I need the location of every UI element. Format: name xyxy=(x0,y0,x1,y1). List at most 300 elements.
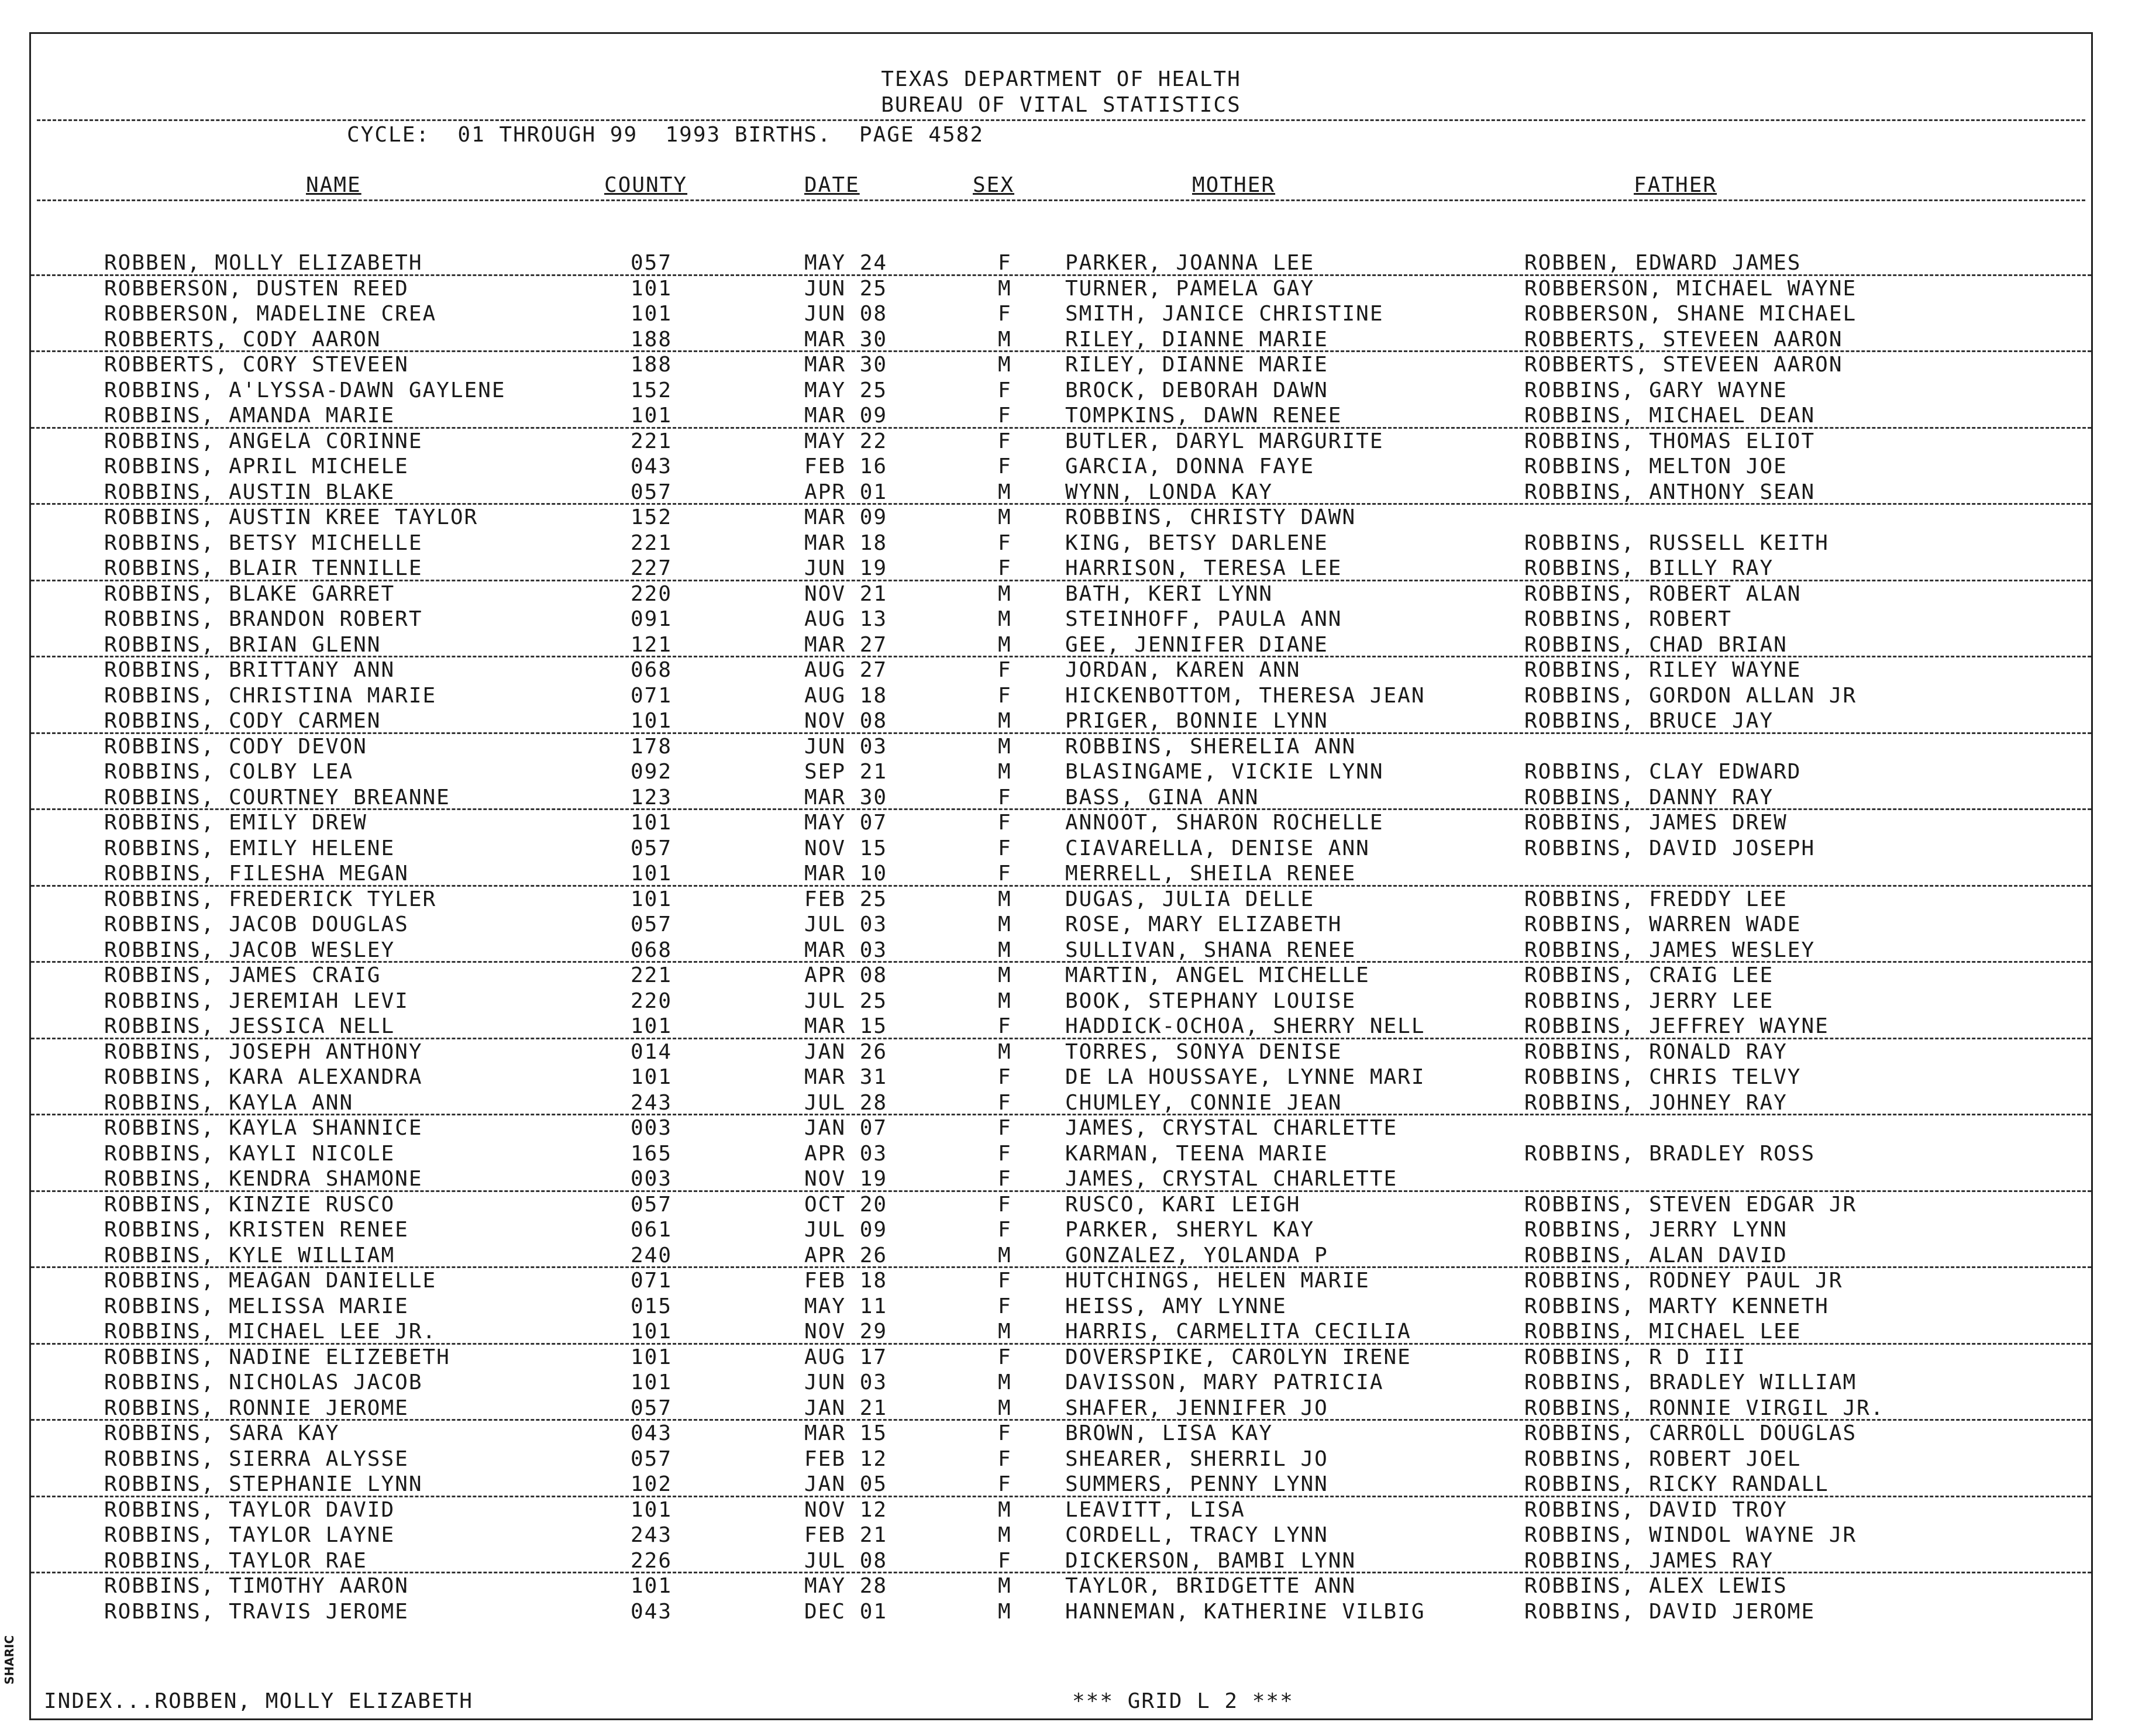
cell-sex: M xyxy=(998,912,1012,936)
births-table xyxy=(31,250,2091,1624)
cell-sex: F xyxy=(998,683,1012,708)
cell-sex: F xyxy=(998,404,1012,428)
cell-name: ROBBINS, STEPHANIE LYNN xyxy=(104,1472,423,1496)
table-row xyxy=(31,988,2091,1014)
cell-name: ROBBINS, KAYLI NICOLE xyxy=(104,1141,395,1166)
cell-name: ROBBINS, AUSTIN KREE TAYLOR xyxy=(104,505,478,529)
cell-county: 068 xyxy=(631,658,673,682)
cell-father: ROBBINS, RICKY RANDALL xyxy=(1524,1472,1829,1496)
bureau-subtitle: BUREAU OF VITAL STATISTICS xyxy=(881,93,1241,117)
cell-mother: DAVISSON, MARY PATRICIA xyxy=(1065,1370,1384,1394)
column-header-name: NAME xyxy=(306,173,361,197)
cell-county: 057 xyxy=(631,1396,673,1420)
cell-father: ROBBINS, CHAD BRIAN xyxy=(1524,632,1788,657)
cell-sex: M xyxy=(998,353,1012,377)
table-row xyxy=(31,352,2091,378)
cell-county: 102 xyxy=(631,1472,673,1496)
cell-county: 043 xyxy=(631,454,673,478)
cell-date: AUG 13 xyxy=(804,607,888,631)
cell-mother: JORDAN, KAREN ANN xyxy=(1065,658,1301,682)
table-row xyxy=(31,938,2091,963)
cell-name: ROBBINS, JESSICA NELL xyxy=(104,1014,395,1038)
cell-mother: ROBBINS, SHERELIA ANN xyxy=(1065,734,1356,759)
table-row xyxy=(31,556,2091,581)
cell-name: ROBBINS, TAYLOR DAVID xyxy=(104,1497,395,1522)
cell-mother: HUTCHINGS, HELEN MARIE xyxy=(1065,1269,1370,1293)
cell-father: ROBBINS, BRUCE JAY xyxy=(1524,709,1774,733)
cell-date: MAR 10 xyxy=(804,862,888,886)
cell-sex: M xyxy=(998,1523,1012,1547)
cell-county: 057 xyxy=(631,1446,673,1471)
cell-date: NOV 19 xyxy=(804,1167,888,1191)
cell-date: AUG 18 xyxy=(804,683,888,708)
cell-mother: ROBBINS, CHRISTY DAWN xyxy=(1065,505,1356,529)
cell-date: JUL 28 xyxy=(804,1090,888,1115)
table-row xyxy=(31,607,2091,632)
cell-date: FEB 18 xyxy=(804,1269,888,1293)
cell-date: FEB 12 xyxy=(804,1446,888,1471)
cell-sex: M xyxy=(998,1243,1012,1267)
cell-date: DEC 01 xyxy=(804,1599,888,1624)
table-row xyxy=(31,887,2091,912)
cell-mother: PARKER, JOANNA LEE xyxy=(1065,251,1315,275)
table-row xyxy=(31,1294,2091,1320)
cell-date: MAR 18 xyxy=(804,531,888,555)
cell-sex: F xyxy=(998,1014,1012,1038)
cell-date: APR 01 xyxy=(804,480,888,504)
cell-county: 057 xyxy=(631,836,673,860)
cell-sex: F xyxy=(998,1218,1012,1242)
cell-mother: CHUMLEY, CONNIE JEAN xyxy=(1065,1090,1342,1115)
cell-father: ROBBINS, DANNY RAY xyxy=(1524,785,1774,810)
cell-mother: ROSE, MARY ELIZABETH xyxy=(1065,912,1342,936)
cell-sex: F xyxy=(998,251,1012,275)
cell-father: ROBBINS, DAVID JEROME xyxy=(1524,1599,1816,1624)
table-row xyxy=(31,1268,2091,1294)
table-row xyxy=(31,1319,2091,1345)
cell-name: ROBBINS, BETSY MICHELLE xyxy=(104,531,423,555)
table-row xyxy=(31,403,2091,429)
cell-county: 101 xyxy=(631,1370,673,1394)
cell-county: 101 xyxy=(631,862,673,886)
cell-name: ROBBINS, CODY DEVON xyxy=(104,734,367,759)
table-row xyxy=(31,1065,2091,1090)
cell-county: 068 xyxy=(631,938,673,962)
cell-date: NOV 15 xyxy=(804,836,888,860)
column-header-divider xyxy=(37,199,2085,201)
cell-name: ROBBINS, JEREMIAH LEVI xyxy=(104,988,409,1013)
cell-father: ROBBINS, JEFFREY WAYNE xyxy=(1524,1014,1829,1038)
cell-county: 101 xyxy=(631,1574,673,1598)
cell-name: ROBBINS, APRIL MICHELE xyxy=(104,454,409,478)
cell-name: ROBBINS, AUSTIN BLAKE xyxy=(104,480,395,504)
cell-name: ROBBINS, JACOB DOUGLAS xyxy=(104,912,409,936)
cell-sex: F xyxy=(998,531,1012,555)
cell-mother: TORRES, SONYA DENISE xyxy=(1065,1039,1342,1064)
cell-date: MAR 03 xyxy=(804,938,888,962)
column-header-sex: SEX xyxy=(973,173,1015,197)
cell-name: ROBBINS, BRITTANY ANN xyxy=(104,658,395,682)
cell-sex: F xyxy=(998,302,1012,326)
cell-sex: F xyxy=(998,556,1012,580)
cell-county: 243 xyxy=(631,1090,673,1115)
cell-sex: F xyxy=(998,1269,1012,1293)
cell-name: ROBBINS, MEAGAN DANIELLE xyxy=(104,1269,437,1293)
table-row xyxy=(31,581,2091,607)
cell-mother: DOVERSPIKE, CAROLYN IRENE xyxy=(1065,1345,1411,1369)
table-row xyxy=(31,1090,2091,1116)
cell-county: 152 xyxy=(631,505,673,529)
cell-mother: BROWN, LISA KAY xyxy=(1065,1421,1273,1445)
cell-sex: M xyxy=(998,607,1012,631)
cell-sex: F xyxy=(998,1294,1012,1318)
cell-father: ROBBINS, ROBERT xyxy=(1524,607,1733,631)
cell-name: ROBBINS, MELISSA MARIE xyxy=(104,1294,409,1318)
cell-date: JUL 09 xyxy=(804,1218,888,1242)
cell-mother: JAMES, CRYSTAL CHARLETTE xyxy=(1065,1116,1398,1140)
table-row xyxy=(31,429,2091,454)
cell-father: ROBBINS, RILEY WAYNE xyxy=(1524,658,1802,682)
cell-date: MAY 25 xyxy=(804,378,888,402)
column-header-date: DATE xyxy=(804,173,860,197)
cell-sex: F xyxy=(998,1421,1012,1445)
table-row xyxy=(31,480,2091,505)
cell-father: ROBBINS, BILLY RAY xyxy=(1524,556,1774,580)
document-page xyxy=(29,32,2093,1720)
cell-date: MAR 27 xyxy=(804,632,888,657)
cell-mother: CIAVARELLA, DENISE ANN xyxy=(1065,836,1370,860)
cell-father: ROBBINS, ROBERT JOEL xyxy=(1524,1446,1802,1471)
side-mark: SHARIC xyxy=(2,1635,16,1685)
cell-county: 101 xyxy=(631,276,673,301)
cell-sex: F xyxy=(998,1446,1012,1471)
cell-county: 101 xyxy=(631,1497,673,1522)
cell-name: ROBBINS, CHRISTINA MARIE xyxy=(104,683,437,708)
cell-county: 057 xyxy=(631,480,673,504)
cell-mother: HEISS, AMY LYNNE xyxy=(1065,1294,1287,1318)
cell-sex: M xyxy=(998,988,1012,1013)
cell-county: 227 xyxy=(631,556,673,580)
cell-sex: F xyxy=(998,1192,1012,1217)
cell-name: ROBBINS, NICHOLAS JACOB xyxy=(104,1370,423,1394)
cell-county: 101 xyxy=(631,811,673,835)
cell-date: AUG 27 xyxy=(804,658,888,682)
cell-mother: GEE, JENNIFER DIANE xyxy=(1065,632,1328,657)
index-footer: INDEX...ROBBEN, MOLLY ELIZABETH xyxy=(44,1689,473,1713)
table-row xyxy=(31,505,2091,531)
table-row xyxy=(31,1115,2091,1141)
cell-name: ROBBINS, KINZIE RUSCO xyxy=(104,1192,395,1217)
cell-name: ROBBERSON, DUSTEN REED xyxy=(104,276,409,301)
cell-father: ROBBINS, JAMES RAY xyxy=(1524,1548,1774,1573)
cell-date: FEB 21 xyxy=(804,1523,888,1547)
cell-county: 121 xyxy=(631,632,673,657)
cell-county: 071 xyxy=(631,683,673,708)
table-row xyxy=(31,810,2091,836)
table-row xyxy=(31,785,2091,811)
cell-sex: M xyxy=(998,505,1012,529)
cell-county: 220 xyxy=(631,988,673,1013)
cell-mother: JAMES, CRYSTAL CHARLETTE xyxy=(1065,1167,1398,1191)
cell-mother: DE LA HOUSSAYE, LYNNE MARI xyxy=(1065,1065,1425,1089)
cell-name: ROBBINS, SARA KAY xyxy=(104,1421,340,1445)
cell-county: 178 xyxy=(631,734,673,759)
cell-county: 071 xyxy=(631,1269,673,1293)
table-row xyxy=(31,1472,2091,1497)
cell-sex: F xyxy=(998,1345,1012,1369)
table-row xyxy=(31,1523,2091,1548)
table-row xyxy=(31,657,2091,683)
cell-mother: SHAFER, JENNIFER JO xyxy=(1065,1396,1328,1420)
cell-mother: PARKER, SHERYL KAY xyxy=(1065,1218,1315,1242)
cell-name: ROBBERTS, CODY AARON xyxy=(104,327,381,352)
cell-sex: F xyxy=(998,1548,1012,1573)
grid-footer: *** GRID L 2 *** xyxy=(1072,1689,1294,1713)
cell-county: 003 xyxy=(631,1167,673,1191)
table-row xyxy=(31,1396,2091,1421)
cell-mother: HARRIS, CARMELITA CECILIA xyxy=(1065,1320,1411,1344)
cell-mother: SULLIVAN, SHANA RENEE xyxy=(1065,938,1356,962)
cell-father: ROBBINS, MICHAEL DEAN xyxy=(1524,404,1816,428)
cell-date: MAR 30 xyxy=(804,785,888,810)
cell-sex: M xyxy=(998,276,1012,301)
cell-sex: M xyxy=(998,1497,1012,1522)
cell-date: MAY 28 xyxy=(804,1574,888,1598)
department-title: TEXAS DEPARTMENT OF HEALTH xyxy=(881,67,1241,91)
cell-name: ROBBINS, KAYLA ANN xyxy=(104,1090,354,1115)
cell-sex: M xyxy=(998,1396,1012,1420)
cell-name: ROBBINS, COURTNEY BREANNE xyxy=(104,785,450,810)
cell-sex: F xyxy=(998,1090,1012,1115)
cell-county: 101 xyxy=(631,1320,673,1344)
table-row xyxy=(31,1370,2091,1396)
table-row xyxy=(31,1166,2091,1192)
cell-mother: PRIGER, BONNIE LYNN xyxy=(1065,709,1328,733)
cell-father: ROBBINS, FREDDY LEE xyxy=(1524,887,1788,911)
cell-date: APR 26 xyxy=(804,1243,888,1267)
cell-county: 101 xyxy=(631,302,673,326)
cell-mother: MERRELL, SHEILA RENEE xyxy=(1065,862,1356,886)
cell-father: ROBBINS, RODNEY PAUL JR xyxy=(1524,1269,1843,1293)
cell-sex: F xyxy=(998,378,1012,402)
cell-father: ROBBINS, STEVEN EDGAR JR xyxy=(1524,1192,1857,1217)
cell-sex: F xyxy=(998,1141,1012,1166)
cell-name: ROBBINS, FILESHA MEGAN xyxy=(104,862,409,886)
cell-mother: RILEY, DIANNE MARIE xyxy=(1065,353,1328,377)
cell-date: MAY 07 xyxy=(804,811,888,835)
column-header-mother: MOTHER xyxy=(1192,173,1276,197)
table-row xyxy=(31,1548,2091,1574)
header-divider xyxy=(37,119,2085,121)
cell-sex: M xyxy=(998,963,1012,987)
cell-mother: BUTLER, DARYL MARGURITE xyxy=(1065,429,1384,453)
cell-county: 221 xyxy=(631,429,673,453)
cell-mother: SHEARER, SHERRIL JO xyxy=(1065,1446,1328,1471)
cell-mother: DUGAS, JULIA DELLE xyxy=(1065,887,1315,911)
table-row xyxy=(31,301,2091,327)
cell-mother: GONZALEZ, YOLANDA P xyxy=(1065,1243,1328,1267)
cell-father: ROBBINS, MELTON JOE xyxy=(1524,454,1788,478)
table-row xyxy=(31,1599,2091,1625)
cell-name: ROBBINS, KYLE WILLIAM xyxy=(104,1243,395,1267)
cell-father: ROBBINS, JERRY LEE xyxy=(1524,988,1774,1013)
cell-name: ROBBINS, BLAIR TENNILLE xyxy=(104,556,423,580)
cell-father: ROBBINS, GARY WAYNE xyxy=(1524,378,1788,402)
cell-date: JUN 03 xyxy=(804,734,888,759)
table-row xyxy=(31,683,2091,709)
cell-name: ROBBEN, MOLLY ELIZABETH xyxy=(104,251,423,275)
cell-father: ROBBINS, THOMAS ELIOT xyxy=(1524,429,1816,453)
cell-name: ROBBINS, MICHAEL LEE JR. xyxy=(104,1320,437,1344)
cell-name: ROBBERSON, MADELINE CREA xyxy=(104,302,437,326)
cell-father: ROBBINS, WARREN WADE xyxy=(1524,912,1802,936)
cell-name: ROBBERTS, CORY STEVEEN xyxy=(104,353,409,377)
cell-county: 043 xyxy=(631,1599,673,1624)
cell-date: NOV 21 xyxy=(804,581,888,606)
cell-county: 220 xyxy=(631,581,673,606)
cell-mother: BLASINGAME, VICKIE LYNN xyxy=(1065,760,1384,784)
cell-county: 057 xyxy=(631,251,673,275)
cell-father: ROBBINS, CHRIS TELVY xyxy=(1524,1065,1802,1089)
cell-name: ROBBINS, NADINE ELIZEBETH xyxy=(104,1345,450,1369)
column-header-father: FATHER xyxy=(1634,173,1717,197)
cell-date: MAR 15 xyxy=(804,1421,888,1445)
cell-sex: F xyxy=(998,811,1012,835)
cell-county: 057 xyxy=(631,1192,673,1217)
cell-sex: M xyxy=(998,938,1012,962)
cell-sex: M xyxy=(998,1370,1012,1394)
cell-county: 101 xyxy=(631,709,673,733)
cell-county: 226 xyxy=(631,1548,673,1573)
table-row xyxy=(31,734,2091,760)
cell-father: ROBBINS, JOHNEY RAY xyxy=(1524,1090,1788,1115)
cell-date: NOV 12 xyxy=(804,1497,888,1522)
cell-father: ROBBINS, JAMES WESLEY xyxy=(1524,938,1816,962)
cell-mother: CORDELL, TRACY LYNN xyxy=(1065,1523,1328,1547)
cell-name: ROBBINS, CODY CARMEN xyxy=(104,709,381,733)
table-row xyxy=(31,1039,2091,1065)
cell-county: 243 xyxy=(631,1523,673,1547)
cell-date: MAR 09 xyxy=(804,505,888,529)
cell-sex: M xyxy=(998,1039,1012,1064)
cell-sex: M xyxy=(998,734,1012,759)
cell-sex: M xyxy=(998,1320,1012,1344)
cell-name: ROBBINS, TAYLOR RAE xyxy=(104,1548,367,1573)
table-row xyxy=(31,1014,2091,1039)
table-row xyxy=(31,327,2091,353)
cell-county: 123 xyxy=(631,785,673,810)
cell-date: JUN 08 xyxy=(804,302,888,326)
cell-sex: F xyxy=(998,429,1012,453)
cell-name: ROBBINS, ANGELA CORINNE xyxy=(104,429,423,453)
cell-county: 043 xyxy=(631,1421,673,1445)
cell-date: JUL 08 xyxy=(804,1548,888,1573)
cell-mother: RUSCO, KARI LEIGH xyxy=(1065,1192,1301,1217)
cell-father: ROBBINS, JAMES DREW xyxy=(1524,811,1788,835)
column-header-county: COUNTY xyxy=(604,173,688,197)
table-row xyxy=(31,1192,2091,1218)
cell-date: SEP 21 xyxy=(804,760,888,784)
cell-county: 221 xyxy=(631,531,673,555)
cell-name: ROBBINS, EMILY DREW xyxy=(104,811,367,835)
cell-mother: BATH, KERI LYNN xyxy=(1065,581,1273,606)
cell-sex: F xyxy=(998,862,1012,886)
cell-mother: STEINHOFF, PAULA ANN xyxy=(1065,607,1342,631)
cell-county: 015 xyxy=(631,1294,673,1318)
cell-date: MAY 24 xyxy=(804,251,888,275)
cell-mother: MARTIN, ANGEL MICHELLE xyxy=(1065,963,1370,987)
cell-county: 221 xyxy=(631,963,673,987)
cycle-line: CYCLE: 01 THROUGH 99 1993 BIRTHS. PAGE 4582 xyxy=(347,123,984,147)
cell-sex: M xyxy=(998,1599,1012,1624)
cell-mother: RILEY, DIANNE MARIE xyxy=(1065,327,1328,352)
cell-name: ROBBINS, FREDERICK TYLER xyxy=(104,887,437,911)
cell-mother: HICKENBOTTOM, THERESA JEAN xyxy=(1065,683,1425,708)
cell-sex: F xyxy=(998,1167,1012,1191)
cell-father: ROBBINS, CRAIG LEE xyxy=(1524,963,1774,987)
cell-mother: HARRISON, TERESA LEE xyxy=(1065,556,1342,580)
cell-county: 240 xyxy=(631,1243,673,1267)
cell-father: ROBBINS, GORDON ALLAN JR xyxy=(1524,683,1857,708)
cell-sex: M xyxy=(998,887,1012,911)
cell-date: JUL 25 xyxy=(804,988,888,1013)
cell-mother: SUMMERS, PENNY LYNN xyxy=(1065,1472,1328,1496)
table-row xyxy=(31,1421,2091,1446)
table-row xyxy=(31,1497,2091,1523)
cell-sex: F xyxy=(998,1065,1012,1089)
cell-date: MAR 09 xyxy=(804,404,888,428)
cell-father: ROBBERSON, MICHAEL WAYNE xyxy=(1524,276,1857,301)
cell-name: ROBBINS, JAMES CRAIG xyxy=(104,963,381,987)
cell-father: ROBBINS, R D III xyxy=(1524,1345,1746,1369)
cell-sex: F xyxy=(998,1116,1012,1140)
cell-mother: KING, BETSY DARLENE xyxy=(1065,531,1328,555)
cell-father: ROBBINS, WINDOL WAYNE JR xyxy=(1524,1523,1857,1547)
table-row xyxy=(31,1141,2091,1167)
table-row xyxy=(31,1573,2091,1599)
cell-sex: M xyxy=(998,1574,1012,1598)
cell-mother: WYNN, LONDA KAY xyxy=(1065,480,1273,504)
cell-father: ROBBINS, BRADLEY ROSS xyxy=(1524,1141,1816,1166)
cell-sex: F xyxy=(998,1472,1012,1496)
cell-county: 188 xyxy=(631,327,673,352)
cell-date: APR 03 xyxy=(804,1141,888,1166)
cell-name: ROBBINS, KAYLA SHANNICE xyxy=(104,1116,423,1140)
cell-father: ROBBEN, EDWARD JAMES xyxy=(1524,251,1802,275)
table-row xyxy=(31,1217,2091,1243)
cell-county: 014 xyxy=(631,1039,673,1064)
cell-mother: KARMAN, TEENA MARIE xyxy=(1065,1141,1328,1166)
cell-mother: TOMPKINS, DAWN RENEE xyxy=(1065,404,1342,428)
cell-father: ROBBINS, RUSSELL KEITH xyxy=(1524,531,1829,555)
cell-father: ROBBINS, DAVID TROY xyxy=(1524,1497,1788,1522)
cell-date: MAR 30 xyxy=(804,327,888,352)
cell-sex: M xyxy=(998,632,1012,657)
cell-mother: LEAVITT, LISA xyxy=(1065,1497,1245,1522)
cell-name: ROBBINS, SIERRA ALYSSE xyxy=(104,1446,409,1471)
table-row xyxy=(31,378,2091,404)
cell-date: AUG 17 xyxy=(804,1345,888,1369)
cell-sex: M xyxy=(998,327,1012,352)
cell-sex: M xyxy=(998,709,1012,733)
cell-sex: M xyxy=(998,581,1012,606)
cell-name: ROBBINS, EMILY HELENE xyxy=(104,836,395,860)
cell-mother: BOOK, STEPHANY LOUISE xyxy=(1065,988,1356,1013)
cell-sex: M xyxy=(998,760,1012,784)
table-row xyxy=(31,912,2091,938)
cell-father: ROBBINS, RONALD RAY xyxy=(1524,1039,1788,1064)
cell-father: ROBBINS, ANTHONY SEAN xyxy=(1524,480,1816,504)
